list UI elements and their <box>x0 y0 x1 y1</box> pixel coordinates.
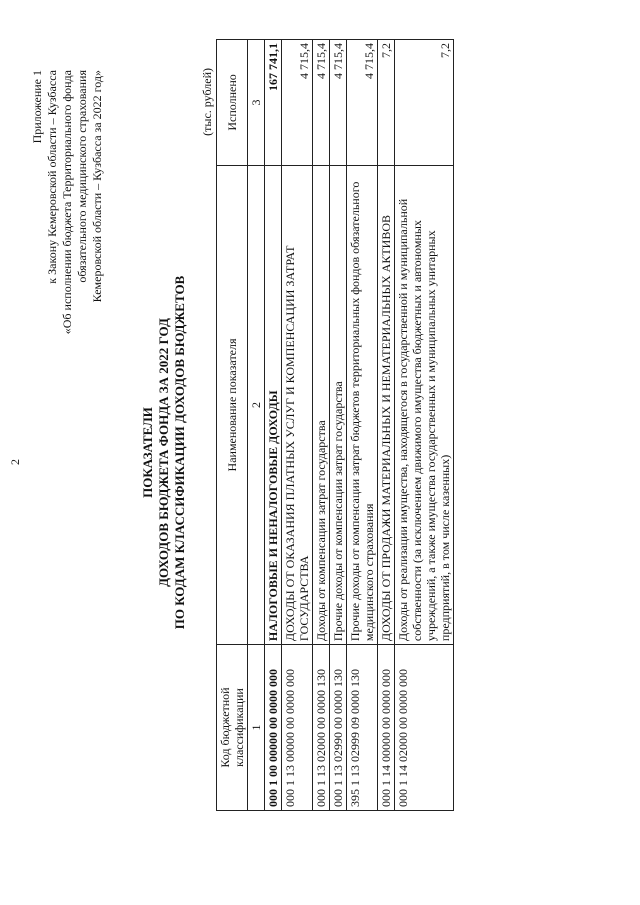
code-cell: 000 1 14 02000 00 0000 000 <box>395 645 454 811</box>
value-cell: 4 715,4 <box>313 40 330 166</box>
value-cell: 4 715,4 <box>330 40 347 166</box>
table-row <box>395 40 454 811</box>
index-cell: 3 <box>248 40 265 166</box>
units-label: (тыс. рублей) <box>200 68 214 136</box>
appendix-line: Кемеровской области – Кузбасса за 2022 год» <box>90 70 104 303</box>
name-cell: ДОХОДЫ ОТ ПРОДАЖИ МАТЕРИАЛЬНЫХ И НЕМАТЕРИАЛЬНЫХ АКТИВОВ <box>378 165 395 644</box>
value-cell: 4 715,4 <box>282 40 313 166</box>
appendix-note <box>30 70 105 334</box>
name-cell: Прочие доходы от компенсации затрат государства <box>330 165 347 644</box>
title-line: ПОКАЗАТЕЛИ <box>140 407 155 498</box>
value-cell: 7,2 <box>395 40 454 166</box>
header-name: Наименование показателя <box>217 165 248 644</box>
name-cell: Доходы от компенсации затрат государства <box>313 165 330 644</box>
index-cell: 2 <box>248 165 265 644</box>
title-line: ДОХОДОВ БЮДЖЕТА ФОНДА ЗА 2022 ГОД <box>156 318 171 587</box>
table-index-row <box>248 40 265 811</box>
value-cell: 4 715,4 <box>347 40 378 166</box>
table-row <box>330 40 347 811</box>
header-value: Исполнено <box>217 40 248 166</box>
name-cell: ДОХОДЫ ОТ ОКАЗАНИЯ ПЛАТНЫХ УСЛУГ И КОМПЕНСАЦИИ ЗАТРАТ ГОСУДАРСТВА <box>282 165 313 644</box>
code-cell: 000 1 13 02000 00 0000 130 <box>313 645 330 811</box>
appendix-line: обязательного медицинского страхования <box>75 70 89 283</box>
table-row <box>378 40 395 811</box>
code-cell: 000 1 13 00000 00 0000 000 <box>282 645 313 811</box>
value-cell: 167 741,1 <box>265 40 282 166</box>
code-cell: 000 1 14 00000 00 0000 000 <box>378 645 395 811</box>
code-cell: 000 1 00 00000 00 0000 000 <box>265 645 282 811</box>
table-row <box>265 40 282 811</box>
name-cell: НАЛОГОВЫЕ И НЕНАЛОГОВЫЕ ДОХОДЫ <box>265 165 282 644</box>
value-cell: 7,2 <box>378 40 395 166</box>
table-row <box>282 40 313 811</box>
code-cell: 395 1 13 02999 09 0000 130 <box>347 645 378 811</box>
page-number: 2 <box>8 459 22 465</box>
document-title <box>140 0 188 905</box>
table-row <box>313 40 330 811</box>
code-cell: 000 1 13 02990 00 0000 130 <box>330 645 347 811</box>
appendix-line: Приложение 1 <box>30 70 44 144</box>
table-header-row <box>217 40 248 811</box>
appendix-line: «Об исполнении бюджета Территориального фонда <box>60 70 74 335</box>
header-code: Код бюджетной классификации <box>217 645 248 811</box>
name-cell: Доходы от реализации имущества, находящегося в государственной и муниципальной собственности (за исключением движимого имущества бюджетных и автономных учреждений, а также имущества государственных и муниципальных унитарных предприятий, в том числе казенных) <box>395 165 454 644</box>
name-cell: Прочие доходы от компенсации затрат бюджетов территориальных фондов обязательного медицинского страхования <box>347 165 378 644</box>
index-cell: 1 <box>248 645 265 811</box>
title-line: ПО КОДАМ КЛАССИФИКАЦИИ ДОХОДОВ БЮДЖЕТОВ <box>172 275 187 630</box>
appendix-line: к Закону Кемеровской области – Кузбасса <box>45 70 59 284</box>
table-row <box>347 40 378 811</box>
revenue-table <box>216 39 454 811</box>
